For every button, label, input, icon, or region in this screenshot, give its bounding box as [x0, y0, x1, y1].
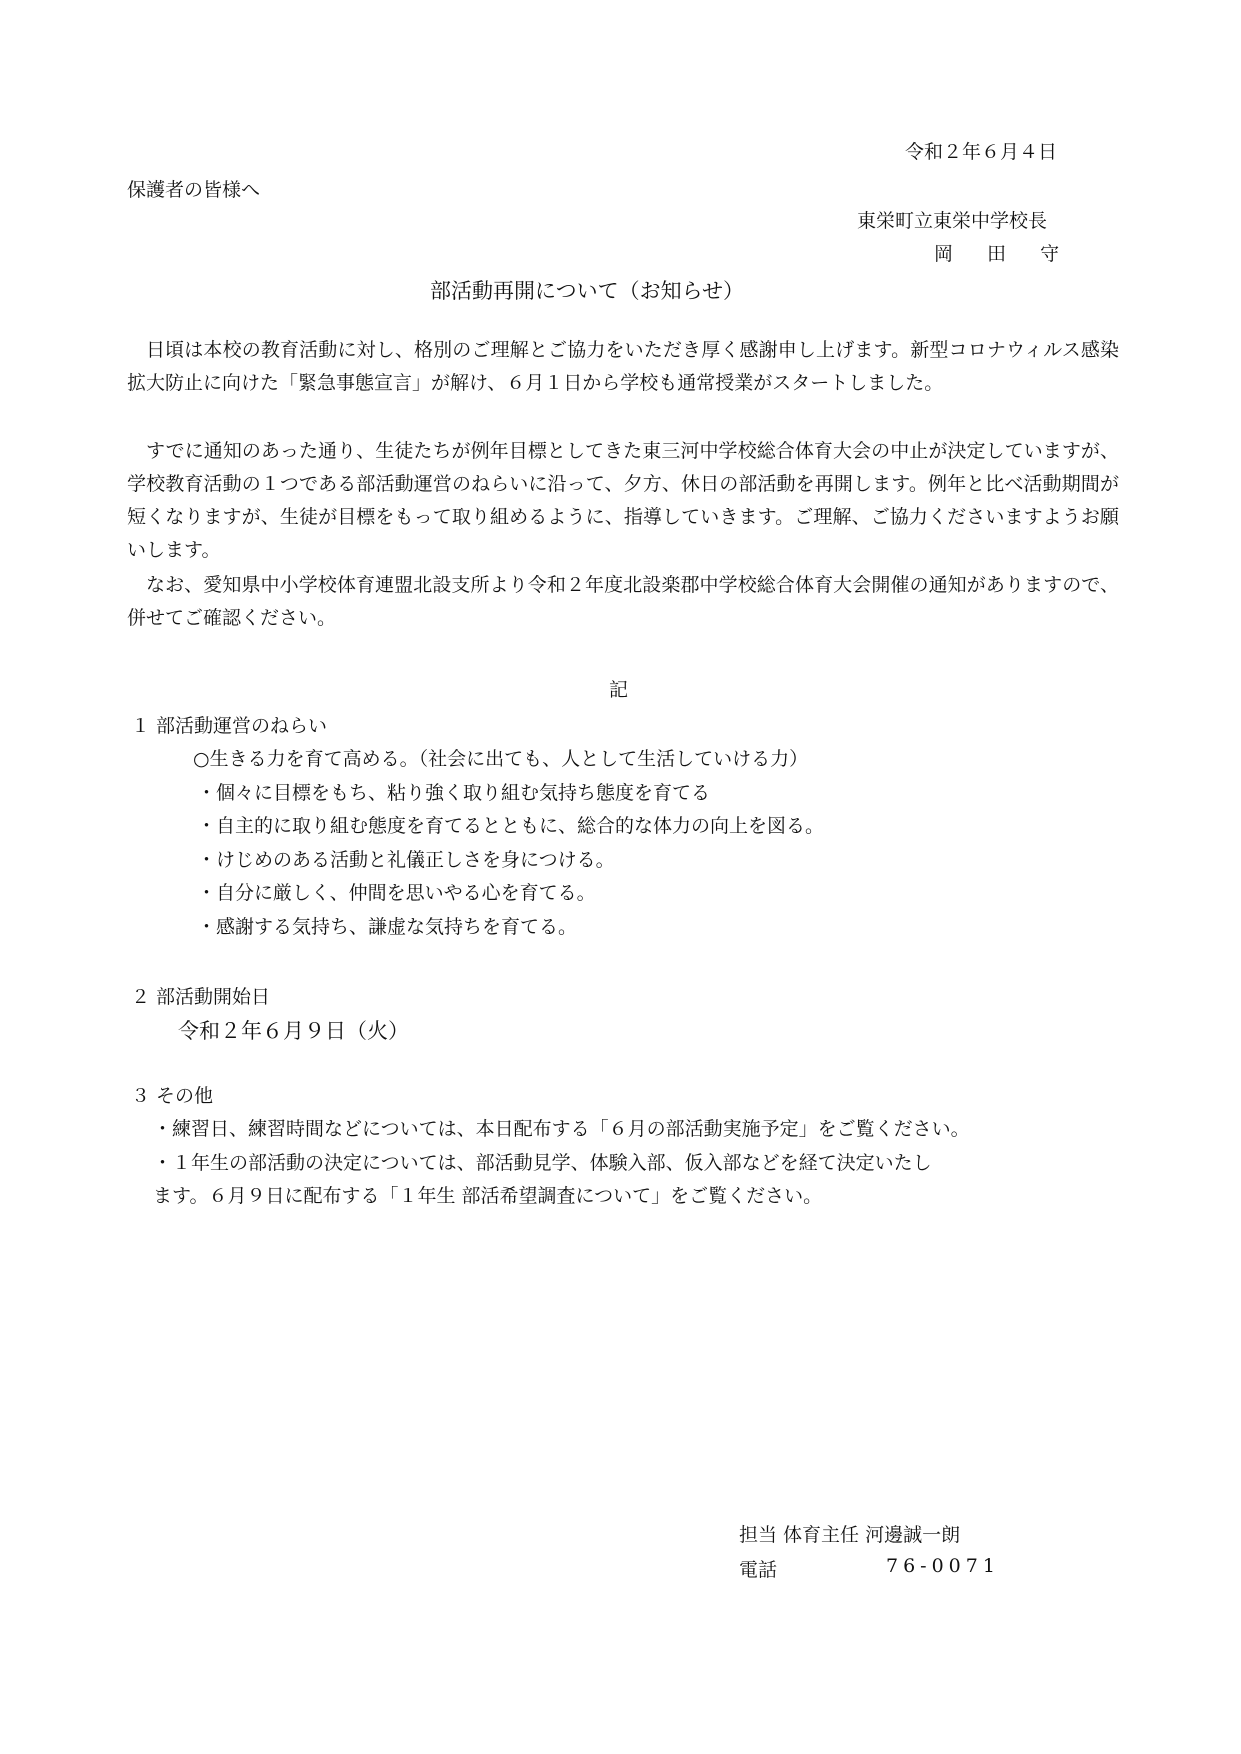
- section-3-item-continued: ます。６月９日に配布する「１年生 部活希望調査について」をご覧ください。: [153, 1185, 823, 1207]
- section-1-bullet: ・個々に目標をもち、粘り強く取り組む気持ち態度を育てる: [197, 782, 711, 804]
- contact-phone-label: 電話: [739, 1559, 778, 1581]
- section-3-title: ３ その他: [131, 1085, 214, 1107]
- section-1-title: １ 部活動運営のねらい: [131, 715, 328, 737]
- sender-name: 岡 田 守: [934, 243, 1074, 265]
- ki-heading: 記: [609, 679, 629, 701]
- recipient: 保護者の皆様へ: [127, 179, 261, 201]
- body-paragraph-3: なお、愛知県中小学校体育連盟北設支所より令和２年度北設楽郡中学校総合体育大会開催の通知がありますので、併せてご確認ください。: [127, 574, 1119, 629]
- section-1-bullet: ・けじめのある活動と礼儀正しさを身につける。: [197, 849, 615, 871]
- section-3-item: ・１年生の部活動の決定については、部活動見学、体験入部、仮入部などを経て決定いたし: [153, 1152, 932, 1174]
- section-2-title: ２ 部活動開始日: [131, 986, 271, 1008]
- document-title: 部活動再開について（お知らせ）: [430, 279, 744, 303]
- section-1-bullet: ・自主的に取り組む態度を育てるとともに、総合的な体力の向上を図る。: [197, 815, 825, 837]
- body-paragraph-1: 日頃は本校の教育活動に対し、格別のご理解とご協力をいただき厚く感謝申し上げます。新型コロナウィルス感染拡大防止に向けた「緊急事態宣言」が解け、６月１日から学校も通常授業がスタートしました。: [127, 339, 1119, 394]
- section-1-bullet: ・感謝する気持ち、謙虚な気持ちを育てる。: [197, 916, 578, 938]
- section-1-lead: ○生きる力を育て高める。（社会に出ても、人として生活していける力）: [193, 748, 809, 770]
- sender-organization: 東栄町立東栄中学校長: [857, 210, 1048, 232]
- section-1-bullet: ・自分に厳しく、仲間を思いやる心を育てる。: [197, 882, 596, 904]
- body-paragraph-2: すでに通知のあった通り、生徒たちが例年目標としてきた東三河中学校総合体育大会の中止が決定していますが、学校教育活動の１つである部活動運営のねらいに沿って、夕方、休日の部活動を再開します。例年と比べ活動期間が短くなりますが、生徒が目標をもって取り組めるように、指導していきます。ご理解、ご協力くださいますようお願いします。: [127, 440, 1119, 561]
- start-date: 令和２年６月９日（火）: [178, 1019, 409, 1043]
- document-date: 令和２年６月４日: [905, 141, 1058, 163]
- contact-person: 担当 体育主任 河邊誠一朗: [739, 1524, 961, 1546]
- section-3-item: ・練習日、練習時間などについては、本日配布する「６月の部活動実施予定」をご覧ください。: [153, 1118, 970, 1140]
- contact-phone: 76-0071: [886, 1555, 1000, 1577]
